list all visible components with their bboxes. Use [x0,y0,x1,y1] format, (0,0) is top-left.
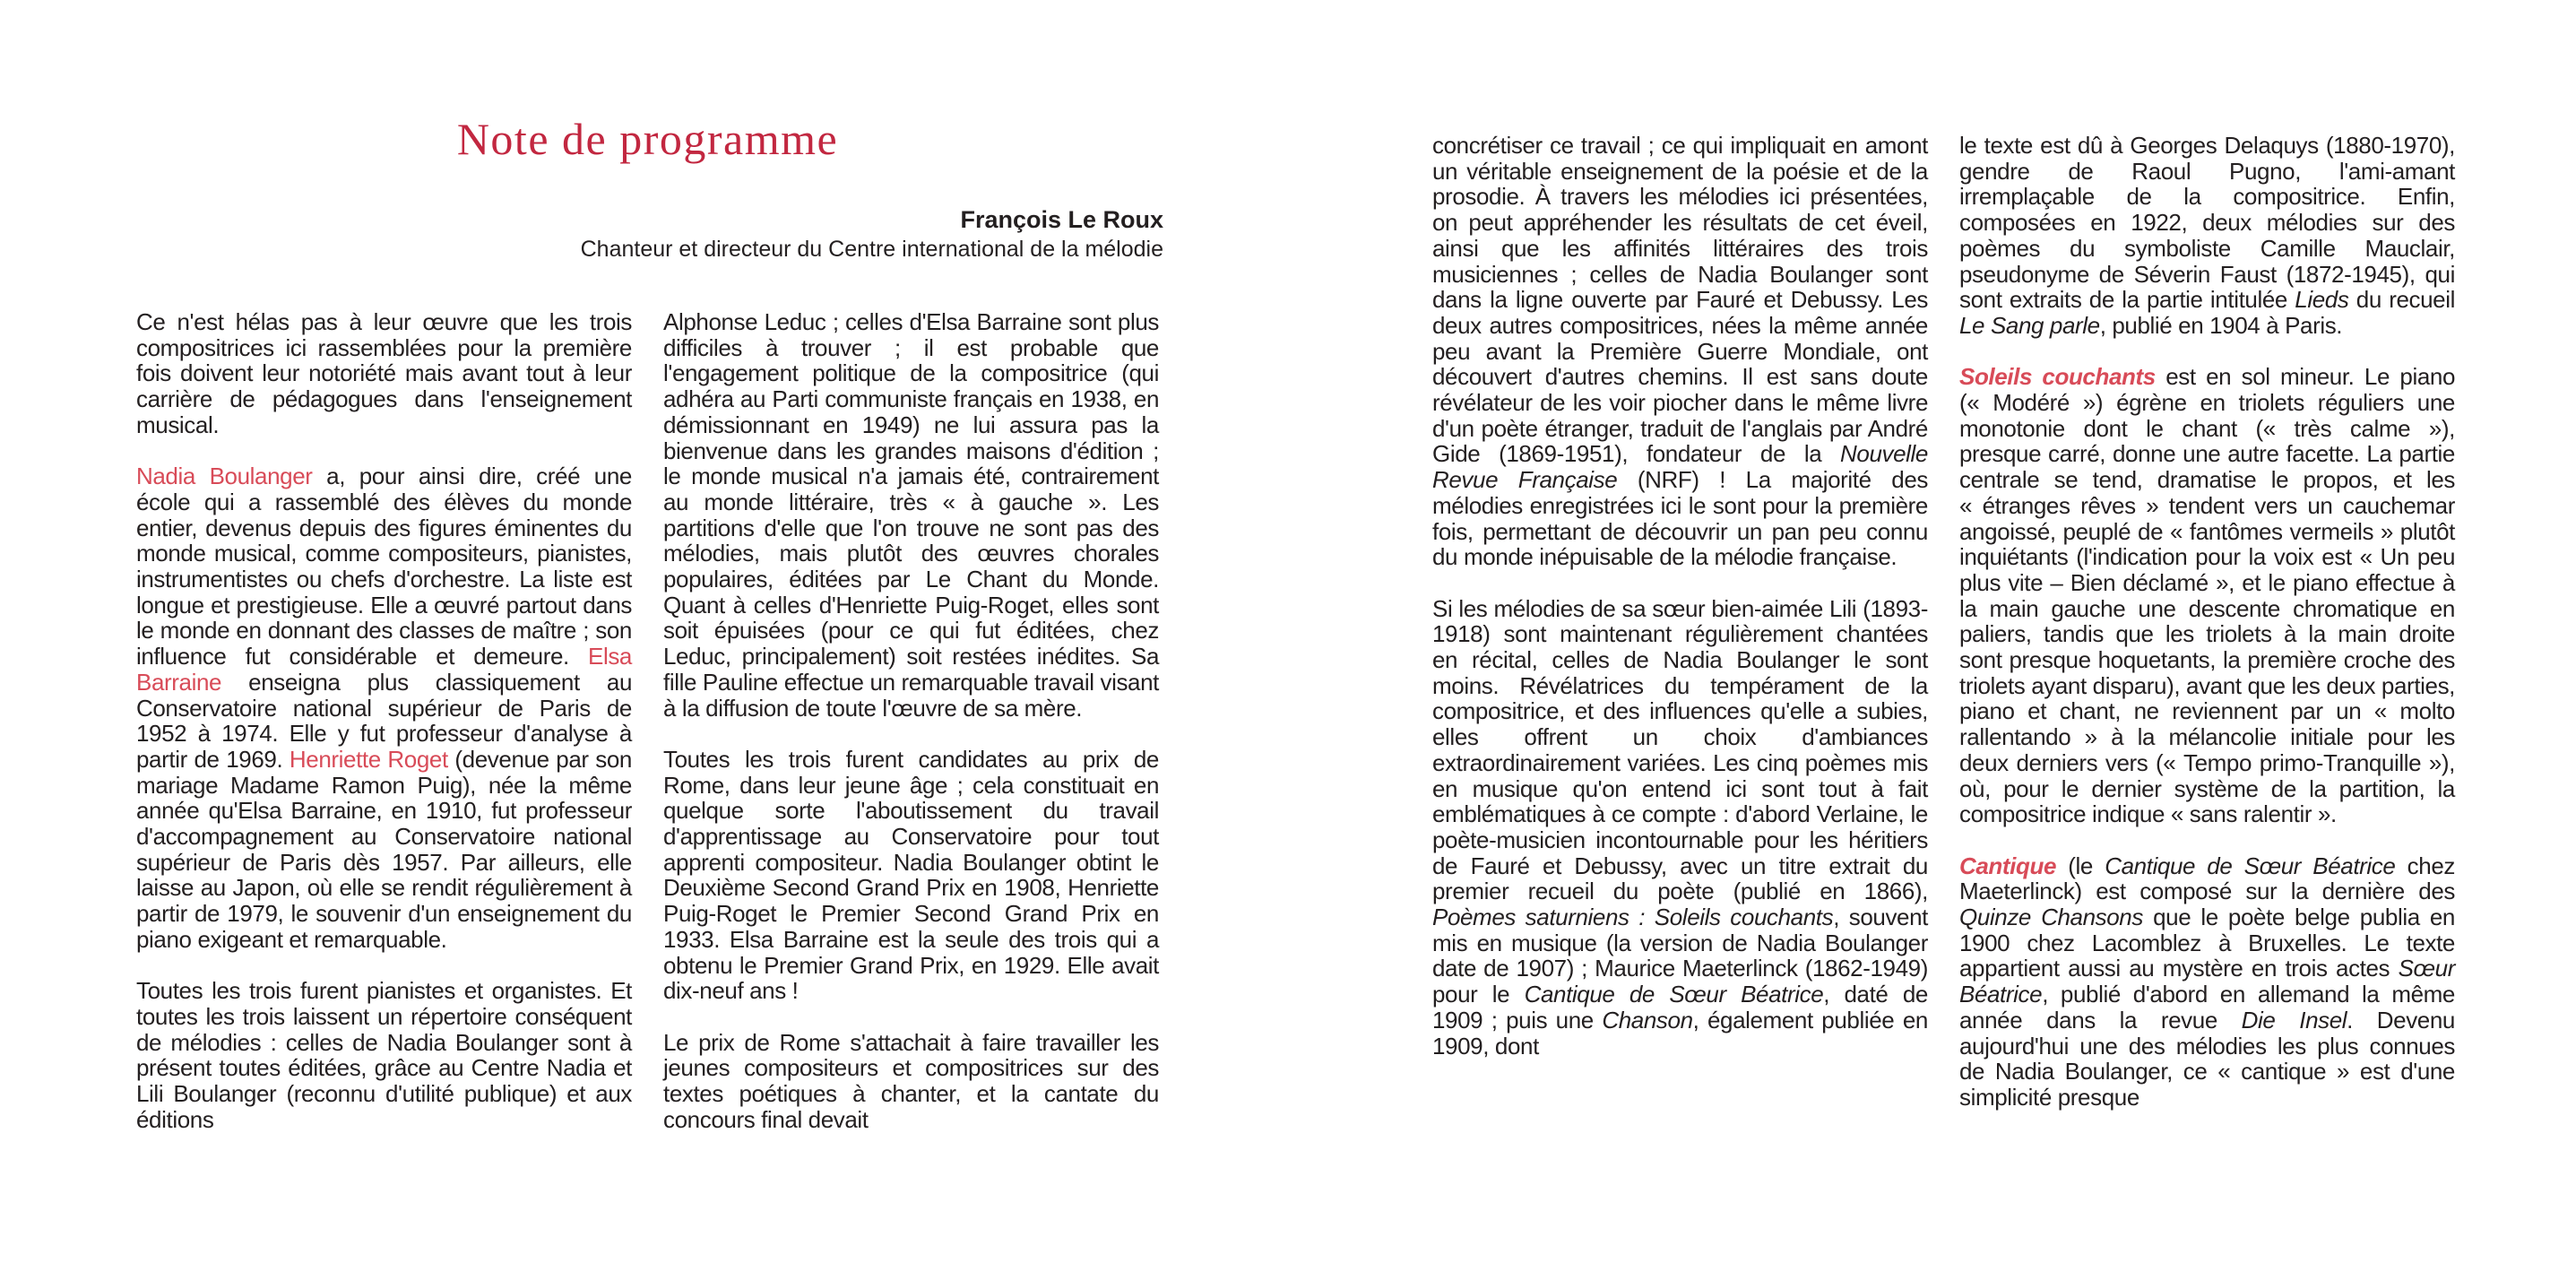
composer-name-highlight: Henriette Roget [289,745,448,773]
text-run: concrétiser ce travail ; ce qui impliquait en amont un véritable enseignement de la poésie et de la prosodie. À travers les mélodies ici présentées, on peut appréhender les résultats de cet éveil, ainsi que les affinités littéraires des trois musiciennes ; celles de Nadia Boulanger sont dans la ligne ouverte par Fauré et Debussy. Les deux autres compositrices, nées la même année peu avant la Première Guerre Mondiale, ont découvert d'autres chemins. Il est sans doute révélateur de les voir piocher dans le même livre d'un poète étranger, traduit de l'anglais par André Gide (1869-1951), fondateur de la [1432,132,1928,468]
italic-work-title: Cantique de Sœur Béatrice [1524,981,1824,1008]
text-run: , souvent mis en musique (la version de Nadia Boulanger date de 1907) ; Maurice Maeterlinck (1862-1949) pour le [1432,904,1928,1008]
text-run: Ce n'est hélas pas à leur œuvre que les trois compositrices ici rassemblées pour la première fois doivent leur notoriété mais avant tout à leur carrière de pédagogues dans l'enseignement musical. [136,308,632,438]
author-role: Chanteur et directeur du Centre international de la mélodie [580,237,1163,262]
text-run: , daté de 1909 ; puis une [1432,981,1928,1034]
paragraph [1432,133,1928,570]
page-title: Note de programme [456,114,839,164]
italic-work-title: Lieds [2295,286,2349,314]
italic-work-title: Nouvelle Revue Française [1432,440,1928,494]
text-run: . Devenu aujourd'hui une des mélodies les plus connues de Nadia Boulanger, ce « cantique » est d'une simplicité presque [1959,1006,2455,1111]
text-column-2 [663,309,1159,1158]
text-run: , publié d'abord en allemand la même année dans la revue [1959,981,2455,1034]
text-run: Alphonse Leduc ; celles d'Elsa Barraine sont plus difficiles à trouver ; il est probable que l'engagement politique de la compositrice (qui adhéra au Parti communiste français en 1938, en démissionnant en 1949) ne lui assura pas la bienvenue dans les grandes maisons d'édition ; le monde musical n'a jamais été, contrairement au monde littéraire, très « à gauche ». Les partitions d'elle que l'on trouve ne sont pas des mélodies, mais plutôt des œuvres chorales populaires, éditées par Le Chant du Monde. Quant à celles d'Henriette Puig-Roget, elles sont soit épuisées (pour ce qui fut éditées, chez Leduc, principalement) soit restées inédites. Sa fille Pauline effectue un remarquable travail visant à la diffusion de toute l'œuvre de sa mère. [663,308,1159,722]
text-run: du recueil [2348,286,2455,314]
text-run: (devenue par son mariage Madame Ramon Puig), née la même année qu'Elsa Barraine, en 1910, fut professeur d'accompagnement au Conservatoire national supérieur de Paris dès 1957. Par ailleurs, elle laisse au Japon, où elle se rendit régulièrement à partir de 1979, le souvenir d'un enseignement du piano exigeant et remarquable. [136,745,632,953]
italic-work-title: Le Sang parle [1959,311,2100,339]
paragraph [663,747,1159,1004]
italic-work-title: Poèmes saturniens : Soleils couchants [1432,904,1834,931]
text-run: est en sol mineur. Le piano (« Modéré ») égrène en triolets réguliers une monotonie dont le chant (« très calme »), presque carré, donne une autre facette. La partie centrale se tend, dramatise le propos, et les « étranges rêves » tendent vers un cauchemar angoissé, peuplé de « fantômes vermeils » plutôt inquiétants (l'indication pour la voix est « Un peu plus vite – Bien déclamé », et le piano effectue à la main gauche une descente chromatique en paliers, tandis que les triolets à la main droite sont presque hoquetants, la première croche des triolets ayant disparu), avant que les deux parties, piano et chant, ne reviennent par un « molto rallentando » à la mélancolie initiale pour les deux derniers vers (« Tempo primo-Tranquille »), où, pour le dernier système de la partition, la compositrice indique « sans ralentir ». [1959,363,2456,828]
text-run: Toutes les trois furent candidates au prix de Rome, dans leur jeune âge ; cela constituait en quelque sorte l'aboutissement du travail d'apprentissage au Conservatoire pour tout apprenti compositeur. Nadia Boulanger obtint le Deuxième Second Grand Prix en 1908, Henriette Puig-Roget le Premier Second Grand Prix en 1933. Elsa Barraine est la seule des trois qui a obtenu le Premier Grand Prix, en 1929. Elle avait dix-neuf ans ! [663,745,1159,1005]
italic-work-title: Die Insel [2241,1006,2347,1034]
text-run: , également publiée en 1909, dont [1432,1006,1928,1059]
composer-name-highlight: Elsa Barraine [136,643,632,696]
italic-work-title: Quinze Chansons [1959,904,2143,931]
text-run: , publié en 1904 à Paris. [2099,311,2343,339]
paragraph [663,1030,1159,1133]
italic-work-title: Chanson [1602,1006,1693,1034]
composer-name-highlight: Nadia Boulanger [136,463,313,490]
text-column-4 [1959,133,2455,1136]
italic-work-title: Cantique de Sœur Béatrice [2105,852,2396,879]
paragraph [136,309,632,438]
italic-work-title: Sœur Béatrice [1959,955,2455,1008]
song-section-heading: Soleils couchants [1959,363,2156,391]
author-name: François Le Roux [960,206,1163,233]
paragraph [136,978,632,1132]
text-run: a, pour ainsi dire, créé une école qui a rassemblé des élèves du monde entier, devenus depuis des figures éminentes du monde musical, comme compositeurs, pianistes, instrumentistes ou chefs d'orchestre. La liste est longue et prestigieuse. Elle a œuvré partout dans le monde en donnant des classes de maître ; son influence fut considérable et demeure. [136,463,632,670]
paragraph [1959,133,2455,339]
text-run: enseigna plus classiquement au Conservatoire national supérieur de Paris de 1952 à 1974. Elle y fut professeur d'analyse à partir de 1969. [136,668,632,773]
text-run: (le [2056,852,2105,879]
paragraph [136,463,632,952]
text-run: Le prix de Rome s'attachait à faire travailler les jeunes compositeurs et compositrices sur des textes poétiques à chanter, et la cantate du concours final devait [663,1028,1159,1133]
song-section-heading: Cantique [1959,852,2057,879]
paragraph [1959,853,2455,1111]
paragraph [1432,596,1928,1059]
text-column-3 [1432,133,1928,1085]
text-run: Toutes les trois furent pianistes et organistes. Et toutes les trois laissent un répertoire conséquent de mélodies : celles de Nadia Boulanger sont à présent toutes éditées, grâce au Centre Nadia et Lili Boulanger (reconnu d'utilité publique) et aux éditions [136,977,632,1133]
text-column-1 [136,309,632,1158]
paragraph [663,309,1159,721]
text-run: que le poète belge publia en 1900 chez Lacomblez à Bruxelles. Le texte appartient aussi au mystère en trois actes [1959,904,2455,982]
text-run: (NRF) ! La majorité des mélodies enregistrées ici le sont pour la première fois, permettant de découvrir un pan peu connu du monde inépuisable de la mélodie française. [1432,466,1928,571]
text-run: Si les mélodies de sa sœur bien-aimée Lili (1893-1918) sont maintenant régulièrement chantées en récital, celles de Nadia Boulanger le sont moins. Révélatrices du tempérament de la compositrice, et des influences qu'elle a subies, elles offrent un choix d'ambiances extraordinairement variées. Les cinq poèmes mis en musique qu'on entend ici sont tout à fait emblématiques à ce compte : d'abord Verlaine, le poète-musicien incontournable pour les héritiers de Fauré et Debussy, avec un titre extrait du premier recueil du poète (publié en 1866), [1432,594,1928,905]
paragraph [1959,364,2455,827]
text-run: chez Maeterlinck) est composé sur la dernière des [1959,852,2455,905]
text-run: le texte est dû à Georges Delaquys (1880-1970), gendre de Raoul Pugno, l'ami-amant irremplaçable de la compositrice. Enfin, composées en 1922, deux mélodies sur des poèmes du symboliste Camille Mauclair, pseudonyme de Séverin Faust (1872-1945), qui sont extraits de la partie intitulée [1959,132,2455,314]
